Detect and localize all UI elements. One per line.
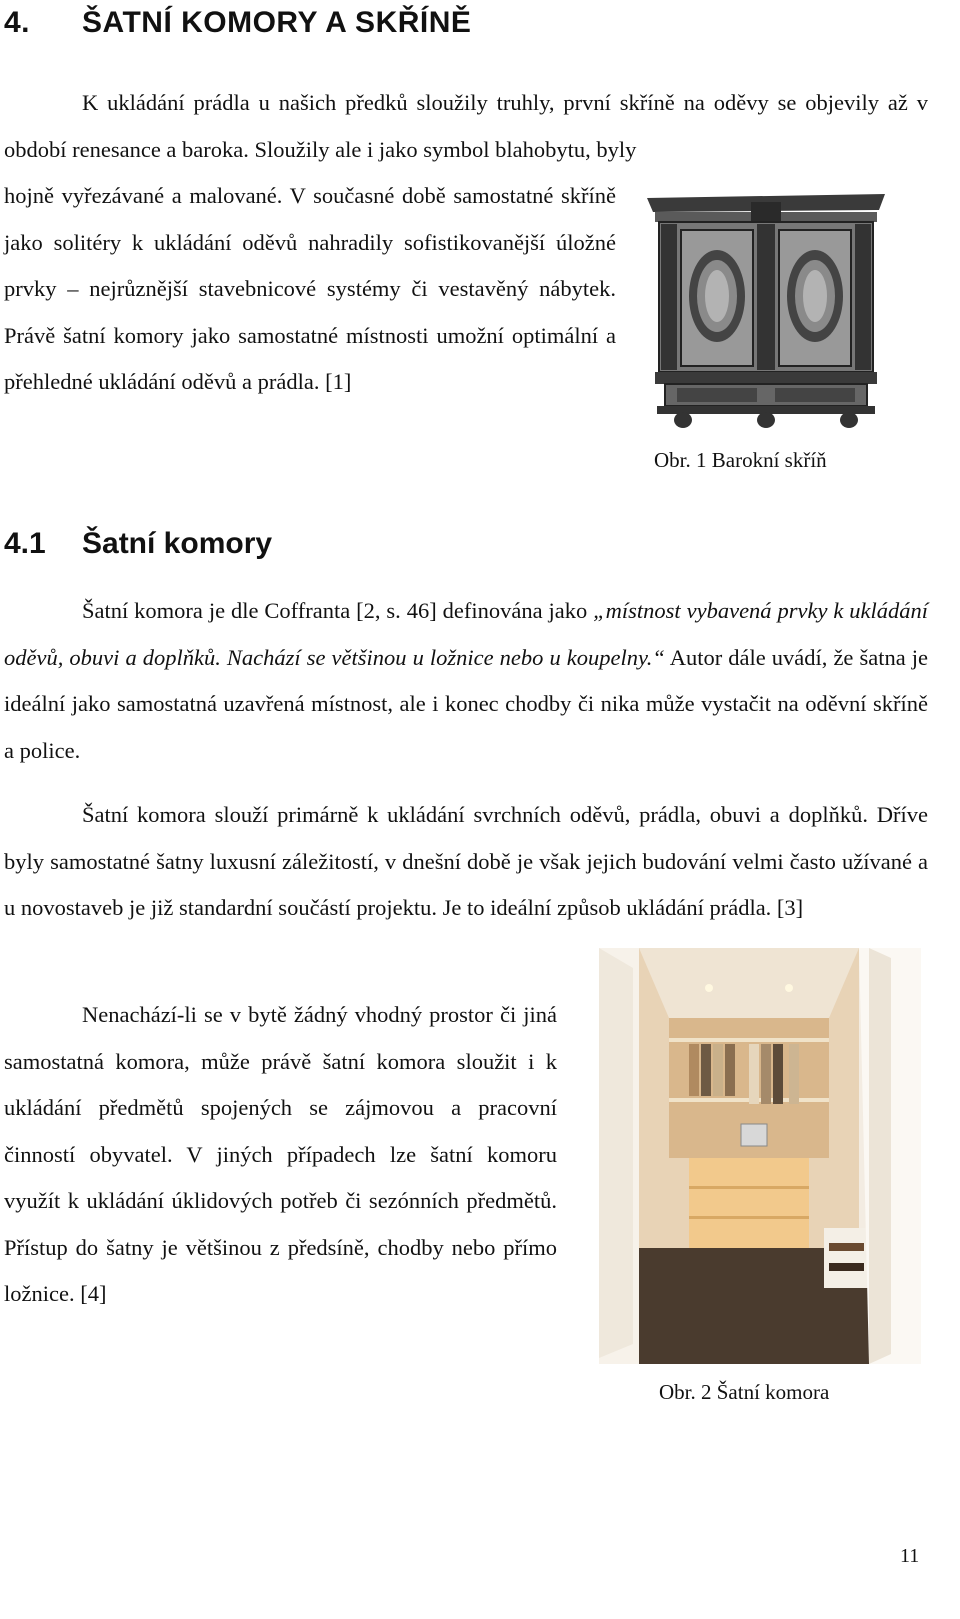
definition-quote: „místnost vybavená prvky k ukládání oděvů, obuvi a doplňků. Nachází se většinou u ložnice nebo u koupelny.“ bbox=[4, 598, 929, 670]
definition-lead: Šatní komora je dle Coffranta [2, s. 46] definována jako bbox=[82, 598, 594, 623]
alternative-use-text: Nenachází-li se v bytě žádný vhodný prostor či jiná samostatná komora, může právě šatní komora sloužit i k ukládání předmětů spojených se zájmovou a pracovní činností obyvatel. V jiných případech lze šatní komoru využít k ukládání úklidových potřeb či sezónních předmětů. Přístup do šatny je většinou z předsíně, chodby nebo přímo ložnice. [4] bbox=[4, 1002, 557, 1306]
purpose-text: Šatní komora slouží primárně k ukládání svrchních oděvů, prádla, obuvi a doplňků. Dříve byly samostatné šatny luxusní záležitostí, v dnešní době je však jejich budování velmi často užívané a u novostaveb je již standardní součástí projektu. Je to ideální způsob ukládání prádla. [3] bbox=[4, 802, 928, 920]
chapter-title: ŠATNÍ KOMORY A SKŘÍNĚ bbox=[82, 6, 472, 39]
section-number: 4.1 bbox=[4, 527, 46, 560]
purpose-paragraph bbox=[4, 792, 928, 932]
figure1-caption: Obr. 1 Barokní skříň bbox=[654, 448, 827, 472]
intro-full-lines: K ukládání prádla u našich předků sloužily truhly, první skříně na oděvy se objevily až v období renesance a baroka. Sloužily ale i jako symbol blahobytu, byly bbox=[4, 90, 928, 162]
figure2-caption: Obr. 2 Šatní komora bbox=[659, 1380, 830, 1404]
alternative-use-paragraph bbox=[4, 992, 557, 1318]
page-number: 11 bbox=[900, 1545, 920, 1567]
chapter-number: 4. bbox=[4, 6, 31, 39]
definition-paragraph bbox=[4, 588, 928, 774]
baroque-wardrobe-drawing-icon bbox=[643, 188, 889, 434]
section-title: Šatní komory bbox=[82, 527, 273, 560]
definition-rest: Autor dále uvádí, že šatna je ideální jako samostatná uzavřená místnost, ale i konec chodby či nika může vystačit na oděvní skříně a police. bbox=[4, 644, 928, 763]
intro-narrow-lines: hojně vyřezávané a malované. V současné době samostatné skříně jako solitéry k ukládání oděvů nahradily sofistikovanější úložné prvky – nejrůznější stavebnicové systémy či vestavěný nábytek. Právě šatní komory jako samostatné místnosti umožní optimální a přehledné ukládání oděvů a prádla. [1] bbox=[4, 183, 616, 394]
section-heading bbox=[4, 527, 272, 561]
walk-in-closet-photo-icon bbox=[599, 948, 921, 1364]
chapter-heading bbox=[4, 6, 471, 40]
